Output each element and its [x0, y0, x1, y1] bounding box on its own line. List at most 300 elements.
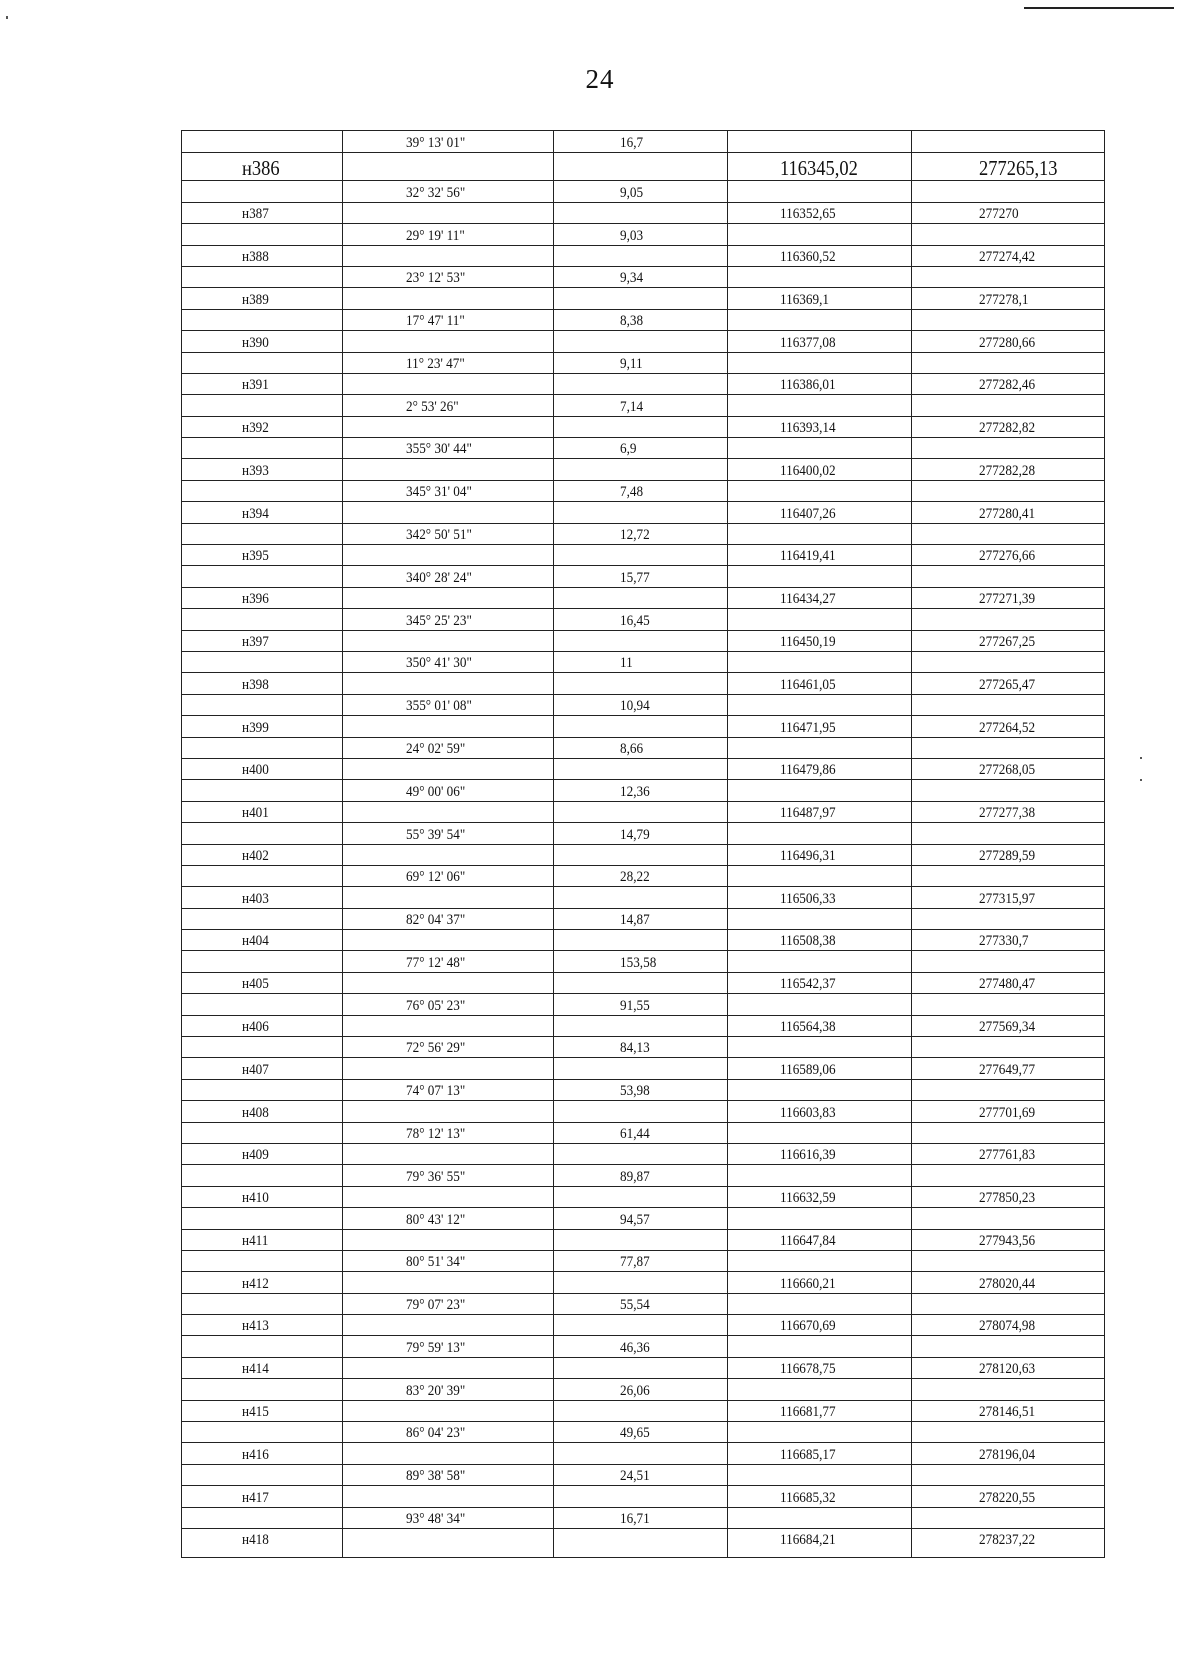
row-divider [182, 202, 1104, 203]
segment-length: 91,55 [620, 997, 650, 1014]
row-divider [182, 587, 1104, 588]
point-name: н407 [242, 1061, 269, 1078]
coordinate-x: 116685,32 [780, 1489, 836, 1506]
segment-row [182, 651, 1104, 672]
row-divider [182, 352, 1104, 353]
point-name: н417 [242, 1489, 269, 1506]
point-row [182, 972, 1104, 993]
direction-angle: 350° 41' 30" [406, 655, 472, 672]
row-divider [182, 758, 1104, 759]
coordinate-x: 116461,05 [780, 676, 836, 693]
row-divider [182, 908, 1104, 909]
row-divider [182, 1036, 1104, 1037]
row-divider [182, 1507, 1104, 1508]
point-name: н411 [242, 1232, 269, 1249]
row-divider [182, 330, 1104, 331]
point-row [182, 245, 1104, 266]
coordinate-x: 116616,39 [780, 1147, 836, 1164]
direction-angle: 80° 43' 12" [406, 1211, 466, 1228]
coordinates-table [181, 130, 1105, 1558]
segment-length: 28,22 [620, 869, 650, 886]
row-divider [182, 672, 1104, 673]
point-name: н412 [242, 1275, 269, 1292]
segment-row [182, 1036, 1104, 1057]
point-name: н410 [242, 1190, 269, 1207]
point-row [182, 1314, 1104, 1335]
point-name: н390 [242, 334, 269, 351]
segment-length: 9,05 [620, 184, 644, 201]
point-name: н409 [242, 1147, 269, 1164]
point-row [182, 886, 1104, 907]
row-divider [182, 287, 1104, 288]
segment-row [182, 180, 1104, 201]
segment-length: 12,72 [620, 527, 650, 544]
direction-angle: 93° 48' 34" [406, 1511, 466, 1527]
direction-angle: 32° 32' 56" [406, 184, 466, 201]
segment-row [182, 480, 1104, 501]
coordinate-y: 278196,04 [979, 1446, 1036, 1463]
point-row [182, 458, 1104, 479]
coordinate-y: 277761,83 [979, 1147, 1036, 1164]
table-body [182, 131, 1104, 1549]
segment-row [182, 1164, 1104, 1185]
direction-angle: 83° 20' 39" [406, 1382, 466, 1399]
direction-angle: 29° 19' 11" [406, 227, 465, 244]
direction-angle: 345° 25' 23" [406, 612, 472, 629]
direction-angle: 76° 05' 23" [406, 997, 466, 1014]
row-divider [182, 309, 1104, 310]
coordinate-y: 277569,34 [979, 1019, 1036, 1036]
segment-length: 11 [620, 655, 633, 672]
point-name: н401 [242, 805, 269, 822]
row-divider [182, 394, 1104, 395]
direction-angle: 2° 53' 26" [406, 398, 459, 415]
segment-row [182, 266, 1104, 287]
row-divider [182, 245, 1104, 246]
row-divider [182, 651, 1104, 652]
point-name: н404 [242, 933, 269, 950]
coordinate-y: 277271,39 [979, 591, 1036, 608]
row-divider [182, 1400, 1104, 1401]
coordinate-y: 277282,46 [979, 377, 1036, 394]
segment-row [182, 737, 1104, 758]
row-divider [182, 416, 1104, 417]
point-row [182, 844, 1104, 865]
point-row [182, 801, 1104, 822]
coordinate-y: 277267,25 [979, 633, 1036, 650]
row-divider [182, 1314, 1104, 1315]
row-divider [182, 972, 1104, 973]
direction-angle: 55° 39' 54" [406, 826, 466, 843]
point-row [182, 1100, 1104, 1121]
coordinate-x: 116479,86 [780, 762, 836, 779]
row-divider [182, 822, 1104, 823]
row-divider [182, 523, 1104, 524]
direction-angle: 340° 28' 24" [406, 569, 472, 586]
segment-length: 61,44 [620, 1125, 650, 1142]
scan-speck [6, 16, 8, 19]
point-name: н402 [242, 847, 269, 864]
row-divider [182, 373, 1104, 374]
segment-length: 55,54 [620, 1297, 650, 1314]
coordinate-x: 116386,01 [780, 377, 836, 394]
point-name: н418 [242, 1532, 269, 1549]
segment-row [182, 779, 1104, 800]
segment-row [182, 908, 1104, 929]
direction-angle: 77° 12' 48" [406, 954, 466, 971]
segment-length: 9,03 [620, 227, 644, 244]
point-name: н406 [242, 1019, 269, 1036]
point-row [182, 1143, 1104, 1164]
direction-angle: 86° 04' 23" [406, 1425, 466, 1442]
point-name: н413 [242, 1318, 269, 1335]
segment-length: 89,87 [620, 1168, 650, 1185]
segment-row [182, 131, 1104, 152]
coordinate-y: 278020,44 [979, 1275, 1036, 1292]
segment-length: 8,66 [620, 740, 644, 757]
point-row [182, 1485, 1104, 1506]
coordinate-x: 116632,59 [780, 1190, 836, 1207]
row-divider [182, 544, 1104, 545]
direction-angle: 79° 07' 23" [406, 1297, 466, 1314]
coordinate-x: 116684,21 [780, 1532, 836, 1549]
point-row [182, 544, 1104, 565]
row-divider [182, 608, 1104, 609]
segment-row [182, 694, 1104, 715]
row-divider [182, 1143, 1104, 1144]
scan-speck [1140, 779, 1142, 781]
point-name: н391 [242, 377, 269, 394]
direction-angle: 74° 07' 13" [406, 1083, 466, 1100]
point-name: н388 [242, 248, 269, 265]
segment-length: 49,65 [620, 1425, 650, 1442]
coordinate-x: 116471,95 [780, 719, 836, 736]
point-row [182, 1057, 1104, 1078]
row-divider [182, 1186, 1104, 1187]
point-row [182, 1229, 1104, 1250]
point-row [182, 152, 1104, 180]
coordinate-y: 277943,56 [979, 1232, 1036, 1249]
coordinate-x: 116369,1 [780, 291, 830, 308]
direction-angle: 79° 36' 55" [406, 1168, 466, 1185]
coordinate-y: 277276,66 [979, 548, 1036, 565]
coordinate-x: 116419,41 [780, 548, 836, 565]
point-row [182, 672, 1104, 693]
coordinate-x: 116685,17 [780, 1446, 836, 1463]
point-name: н416 [242, 1446, 269, 1463]
coordinate-y: 277282,28 [979, 462, 1036, 479]
point-name: н408 [242, 1104, 269, 1121]
segment-length: 153,58 [620, 954, 657, 971]
top-rule [1024, 7, 1174, 9]
point-row [182, 630, 1104, 651]
direction-angle: 17° 47' 11" [406, 313, 465, 330]
coordinate-y: 277480,47 [979, 976, 1036, 993]
point-name: н394 [242, 505, 269, 522]
coordinate-x: 116678,75 [780, 1361, 836, 1378]
row-divider [182, 1207, 1104, 1208]
segment-length: 16,71 [620, 1511, 650, 1527]
row-divider [182, 1229, 1104, 1230]
direction-angle: 11° 23' 47" [406, 355, 465, 372]
coordinate-x: 116670,69 [780, 1318, 836, 1335]
segment-row [182, 223, 1104, 244]
segment-length: 16,7 [620, 135, 644, 152]
direction-angle: 39° 13' 01" [406, 135, 466, 152]
point-name: н405 [242, 976, 269, 993]
coordinate-x: 116352,65 [780, 206, 836, 223]
point-name: н393 [242, 462, 269, 479]
coordinate-y: 278146,51 [979, 1404, 1036, 1421]
row-divider [182, 886, 1104, 887]
coordinate-x: 116506,33 [780, 890, 836, 907]
segment-length: 26,06 [620, 1382, 650, 1399]
segment-row [182, 608, 1104, 629]
row-divider [182, 152, 1104, 153]
coordinate-x: 116508,38 [780, 933, 836, 950]
point-row [182, 715, 1104, 736]
coordinate-y: 278120,63 [979, 1361, 1036, 1378]
point-row [182, 373, 1104, 394]
direction-angle: 80° 51' 34" [406, 1254, 466, 1271]
segment-row [182, 352, 1104, 373]
row-divider [182, 1357, 1104, 1358]
point-row [182, 1015, 1104, 1036]
segment-row [182, 437, 1104, 458]
coordinate-x: 116603,83 [780, 1104, 836, 1121]
direction-angle: 49° 00' 06" [406, 783, 466, 800]
segment-row [182, 993, 1104, 1014]
direction-angle: 89° 38' 58" [406, 1468, 466, 1485]
row-divider [182, 1378, 1104, 1379]
coordinate-y: 277850,23 [979, 1190, 1036, 1207]
point-row [182, 501, 1104, 522]
direction-angle: 72° 56' 29" [406, 1040, 466, 1057]
segment-length: 7,14 [620, 398, 644, 415]
segment-row [182, 1207, 1104, 1228]
coordinate-x: 116496,31 [780, 847, 836, 864]
coordinate-x: 116660,21 [780, 1275, 836, 1292]
point-name: н389 [242, 291, 269, 308]
coordinate-x: 116589,06 [780, 1061, 836, 1078]
segment-row [182, 950, 1104, 971]
segment-row [182, 1293, 1104, 1314]
row-divider [182, 437, 1104, 438]
coordinate-x: 116434,27 [780, 591, 836, 608]
point-row [182, 416, 1104, 437]
row-divider [182, 565, 1104, 566]
row-divider [182, 1421, 1104, 1422]
coordinate-x: 116377,08 [780, 334, 836, 351]
coordinate-y: 277315,97 [979, 890, 1036, 907]
segment-length: 53,98 [620, 1083, 650, 1100]
point-row [182, 1442, 1104, 1463]
coordinate-y: 277649,77 [979, 1061, 1036, 1078]
row-divider [182, 1079, 1104, 1080]
coordinate-y: 277330,7 [979, 933, 1029, 950]
row-divider [182, 1464, 1104, 1465]
point-row [182, 287, 1104, 308]
point-row [182, 587, 1104, 608]
segment-row [182, 1335, 1104, 1356]
point-row [182, 929, 1104, 950]
scan-speck [1140, 757, 1142, 759]
row-divider [182, 801, 1104, 802]
segment-length: 14,79 [620, 826, 650, 843]
segment-length: 9,34 [620, 270, 644, 287]
direction-angle: 345° 31' 04" [406, 484, 472, 501]
point-name: н398 [242, 676, 269, 693]
row-divider [182, 1122, 1104, 1123]
coordinate-y: 278074,98 [979, 1318, 1036, 1335]
point-name: н396 [242, 591, 269, 608]
coordinate-x: 116400,02 [780, 462, 836, 479]
segment-length: 12,36 [620, 783, 650, 800]
segment-row [182, 1079, 1104, 1100]
direction-angle: 24° 02' 59" [406, 740, 466, 757]
coordinate-y: 278220,55 [979, 1489, 1036, 1506]
direction-angle: 355° 30' 44" [406, 441, 472, 458]
coordinate-y: 277280,66 [979, 334, 1036, 351]
coordinate-x: 116647,84 [780, 1232, 836, 1249]
direction-angle: 82° 04' 37" [406, 912, 466, 929]
segment-row [182, 1378, 1104, 1399]
segment-length: 84,13 [620, 1040, 650, 1057]
point-row [182, 1271, 1104, 1292]
point-row [182, 1528, 1104, 1549]
direction-angle: 78° 12' 13" [406, 1125, 466, 1142]
segment-row [182, 1122, 1104, 1143]
row-divider [182, 223, 1104, 224]
direction-angle: 342° 50' 51" [406, 527, 472, 544]
point-row [182, 202, 1104, 223]
segment-length: 7,48 [620, 484, 644, 501]
segment-length: 46,36 [620, 1339, 650, 1356]
segment-length: 8,38 [620, 313, 644, 330]
row-divider [182, 1335, 1104, 1336]
row-divider [182, 779, 1104, 780]
point-name: н399 [242, 719, 269, 736]
row-divider [182, 266, 1104, 267]
row-divider [182, 715, 1104, 716]
point-name: н395 [242, 548, 269, 565]
segment-row [182, 822, 1104, 843]
coordinate-x: 116564,38 [780, 1019, 836, 1036]
segment-length: 15,77 [620, 569, 650, 586]
point-row [182, 758, 1104, 779]
coordinate-y: 277280,41 [979, 505, 1036, 522]
segment-length: 6,9 [620, 441, 637, 458]
coordinate-y: 277282,82 [979, 420, 1036, 437]
point-name: н386 [242, 156, 280, 181]
segment-length: 16,45 [620, 612, 650, 629]
row-divider [182, 950, 1104, 951]
segment-row [182, 523, 1104, 544]
row-divider [182, 1271, 1104, 1272]
row-divider [182, 501, 1104, 502]
row-divider [182, 1015, 1104, 1016]
point-name: н400 [242, 762, 269, 779]
segment-length: 94,57 [620, 1211, 650, 1228]
point-name: н414 [242, 1361, 269, 1378]
coordinate-x: 116345,02 [780, 156, 858, 181]
row-divider [182, 1250, 1104, 1251]
coordinate-y: 277265,13 [979, 156, 1058, 181]
row-divider [182, 993, 1104, 994]
segment-row [182, 309, 1104, 330]
page-number: 24 [585, 64, 615, 94]
point-name: н387 [242, 206, 269, 223]
coordinate-x: 116450,19 [780, 633, 836, 650]
row-divider [182, 1293, 1104, 1294]
row-divider [182, 1057, 1104, 1058]
direction-angle: 79° 59' 13" [406, 1339, 466, 1356]
row-divider [182, 929, 1104, 930]
segment-row [182, 394, 1104, 415]
point-row [182, 1400, 1104, 1421]
segment-length: 77,87 [620, 1254, 650, 1271]
row-divider [182, 1528, 1104, 1529]
coordinate-y: 277278,1 [979, 291, 1029, 308]
segment-row [182, 1250, 1104, 1271]
point-name: н397 [242, 633, 269, 650]
row-divider [182, 1485, 1104, 1486]
coordinate-y: 277277,38 [979, 805, 1036, 822]
point-name: н415 [242, 1404, 269, 1421]
point-row [182, 330, 1104, 351]
point-row [182, 1186, 1104, 1207]
direction-angle: 355° 01' 08" [406, 698, 472, 715]
direction-angle: 23° 12' 53" [406, 270, 466, 287]
coordinate-x: 116407,26 [780, 505, 836, 522]
coordinate-x: 116487,97 [780, 805, 836, 822]
row-divider [182, 694, 1104, 695]
coordinate-x: 116360,52 [780, 248, 836, 265]
segment-row [182, 1421, 1104, 1442]
row-divider [182, 737, 1104, 738]
row-divider [182, 1442, 1104, 1443]
coordinate-y: 277701,69 [979, 1104, 1036, 1121]
point-name: н403 [242, 890, 269, 907]
row-divider [182, 1100, 1104, 1101]
row-divider [182, 630, 1104, 631]
segment-length: 10,94 [620, 698, 650, 715]
direction-angle: 69° 12' 06" [406, 869, 466, 886]
row-divider [182, 865, 1104, 866]
coordinate-y: 277270 [979, 206, 1019, 223]
segment-row [182, 865, 1104, 886]
segment-length: 24,51 [620, 1468, 650, 1485]
coordinate-y: 278237,22 [979, 1532, 1036, 1549]
coordinate-x: 116681,77 [780, 1404, 836, 1421]
segment-length: 9,11 [620, 355, 643, 372]
segment-row [182, 565, 1104, 586]
row-divider [182, 480, 1104, 481]
point-row [182, 1357, 1104, 1378]
coordinate-x: 116542,37 [780, 976, 836, 993]
coordinate-y: 277264,52 [979, 719, 1036, 736]
row-divider [182, 844, 1104, 845]
row-divider [182, 180, 1104, 181]
segment-row [182, 1464, 1104, 1485]
point-name: н392 [242, 420, 269, 437]
coordinate-y: 277289,59 [979, 847, 1036, 864]
coordinate-y: 277274,42 [979, 248, 1036, 265]
row-divider [182, 458, 1104, 459]
segment-row [182, 1507, 1104, 1528]
coordinate-x: 116393,14 [780, 420, 836, 437]
segment-length: 14,87 [620, 912, 650, 929]
